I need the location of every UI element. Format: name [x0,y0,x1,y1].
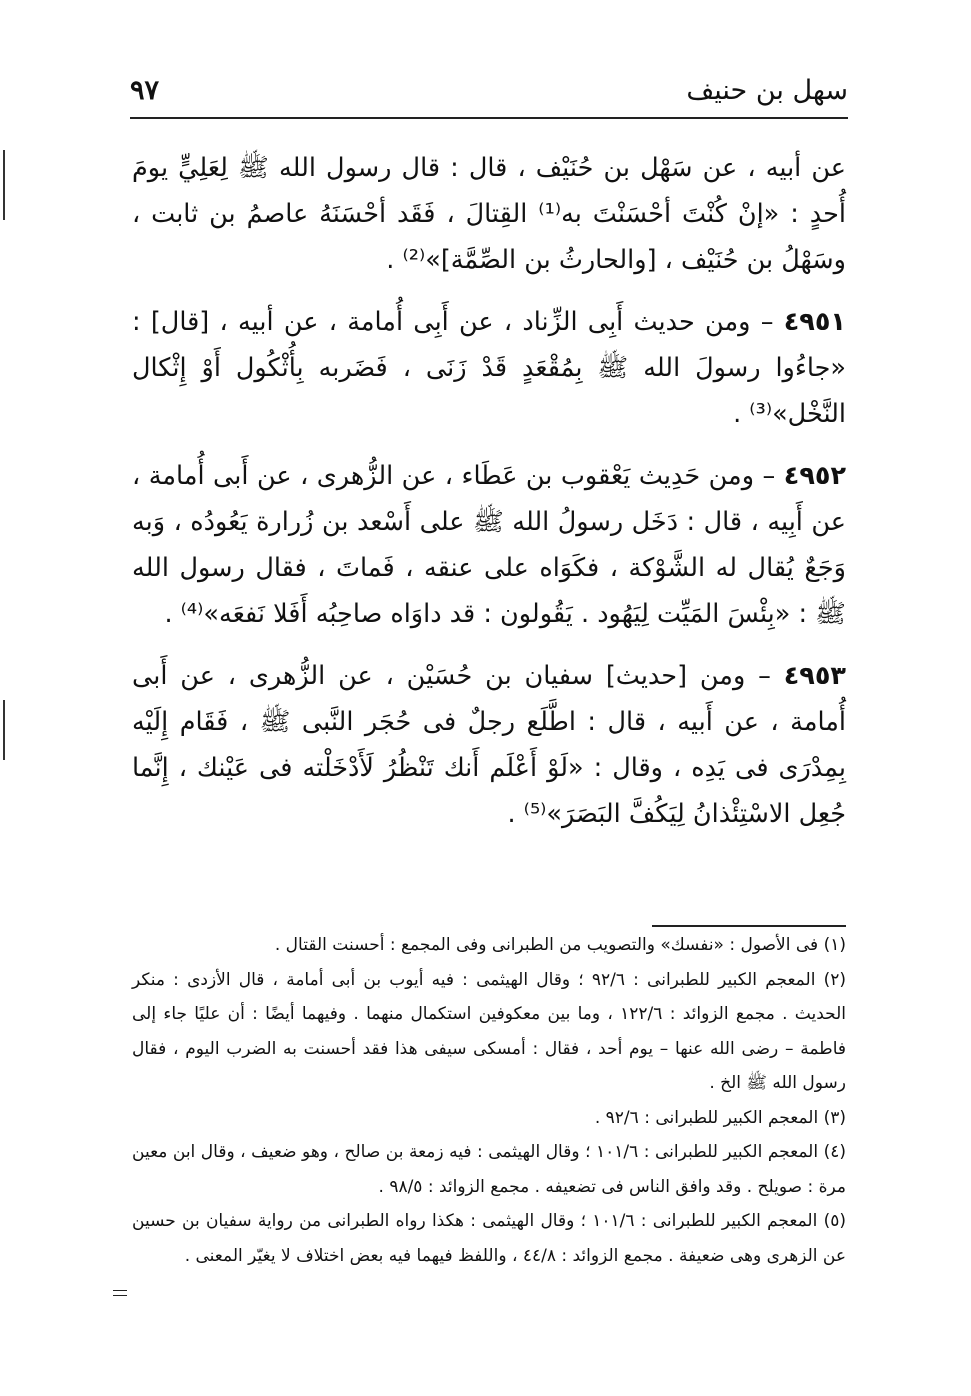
footnotes [132,928,846,1273]
page-header [130,70,848,114]
hadith-paragraph [132,653,846,837]
hadith-number: ٤٩٥١ [783,307,846,337]
scan-edge-mark [3,700,5,760]
paragraph-text: – ومن حديث أَبِى الزِّناد ، عن أَبِى أُمامة ، عن أبيه ، [قال] : «جاءُوا رسولَ الله ﷺ بِمُقْعَدٍ قَدْ زَنَى ، فَضَربه بِأُثْكُول أَوْ إِثْكال النَّخْل»⁽³⁾ . [132,307,846,429]
running-title: سهل بن حنيف [686,75,848,106]
header-rule [130,117,848,119]
footnote: (٥) المعجم الكبير للطبرانى : ١٠١/٦ ؛ وقال الهيثمى : هكذا رواه الطبرانى من رواية سفيان بن حسين عن الزهرى وهى ضعيفة . مجمع الزوائد : ٤٤/٨ ، واللفظ فيهما فيه بعض اختلاف لا يغيّر المعنى . [132,1211,846,1266]
footnote: (٤) المعجم الكبير للطبرانى : ١٠١/٦ ؛ وقال الهيثمى : فيه زمعة بن صالح ، وهو ضعيف ، وقال ابن معين مرة : صويلح . وقد وافق الناس فى تضعيفه . مجمع الزوائد : ٩٨/٥ . [132,1142,846,1197]
footnote: (١) فى الأصول : «نفسك» والتصويب من الطبرانى وفى المجمع : أحسنت القتال . [274,935,846,955]
hadith-paragraph [132,299,846,437]
paragraph-continuation [132,145,846,283]
footnote: (٣) المعجم الكبير للطبرانى : ٩٢/٦ . [594,1107,846,1128]
hadith-number: ٤٩٥٣ [783,661,846,691]
scan-edge-mark [3,150,5,220]
footnote-rule [652,925,846,927]
printer-mark [113,1290,127,1296]
paragraph-text: – ومن [حديث] سفيان بن حُسَيْن ، عن الزُّهرى ، عن أَبى أُمامة ، عن أَبيه ، قال : اطَّلَع رجلٌ فى حُجَر النَّبى ﷺ ، فَقَام إِلَيْه بِمِدْرَى فى يَدِه ، وقال : «لَوْ أَعْلَم أَنك تَنْظُرُ لَأَدْخَلْته فى عَيْنك ، إِنَّما جُعِل الاسْتِئْذانُ لِيَكُفَّ البَصَرَ»⁽⁵⁾ . [132,661,846,829]
paragraph-text: عن أبيه ، عن سَهْل بن حُنَيْف ، قال : قال رسول الله ﷺ لِعَلِيٍّ يومَ أُحدٍ : «إنْ كُنْتَ أحْسَنْتَ به⁽¹⁾ القِتالَ ، فَقَد أحْسَنَهُ عاصمُ بن ثابت ، وسَهْلُ بن حُنَيْف ، [والحارثُ بن الصِّمَّة]»⁽²⁾ . [132,153,846,275]
page-number: ٩٧ [130,75,160,106]
hadith-paragraph [132,453,846,637]
hadith-number: ٤٩٥٢ [783,461,847,491]
footnote: (٢) المعجم الكبير للطبرانى : ٩٢/٦ ؛ وقال الهيثمى : فيه أيوب بن أبى أمامة ، قال الأزدى : منكر الحديث . مجمع الزوائد : ١٢٢/٦ ، وما بين معكوفين استكمال منهما . وفيهما أيضًا : أن عليًا جاء إلى فاطمة – رضى الله عنها – يوم أحد ، فقال : أمسكى سيفى هذا فقد أحسنت به الضرب اليوم ، فقال رسول الله ﷺ الخ . [132,969,846,1093]
paragraph-text: – ومن حَدِيث يَعْقوب بن عَطَاء ، عن الزُّهرى ، عن أَبى أُمامة ، عن أَبِيه ، قال : دَخَل رسولُ الله ﷺ على أَسْعد بن زُرارة يَعُودُه ، وَبه وَجَعٌ يُقال له الشَّوْكة ، فكَوَاه على عنقه ، فَماتَ ، فقال رسول الله ﷺ : «بِئْسَ المَيِّت لِيَهُود . يَقُولون : قد داوَاه صاحِبُه أَفَلا نَفعَه»⁽⁴⁾ . [132,461,846,629]
main-text [132,145,846,837]
